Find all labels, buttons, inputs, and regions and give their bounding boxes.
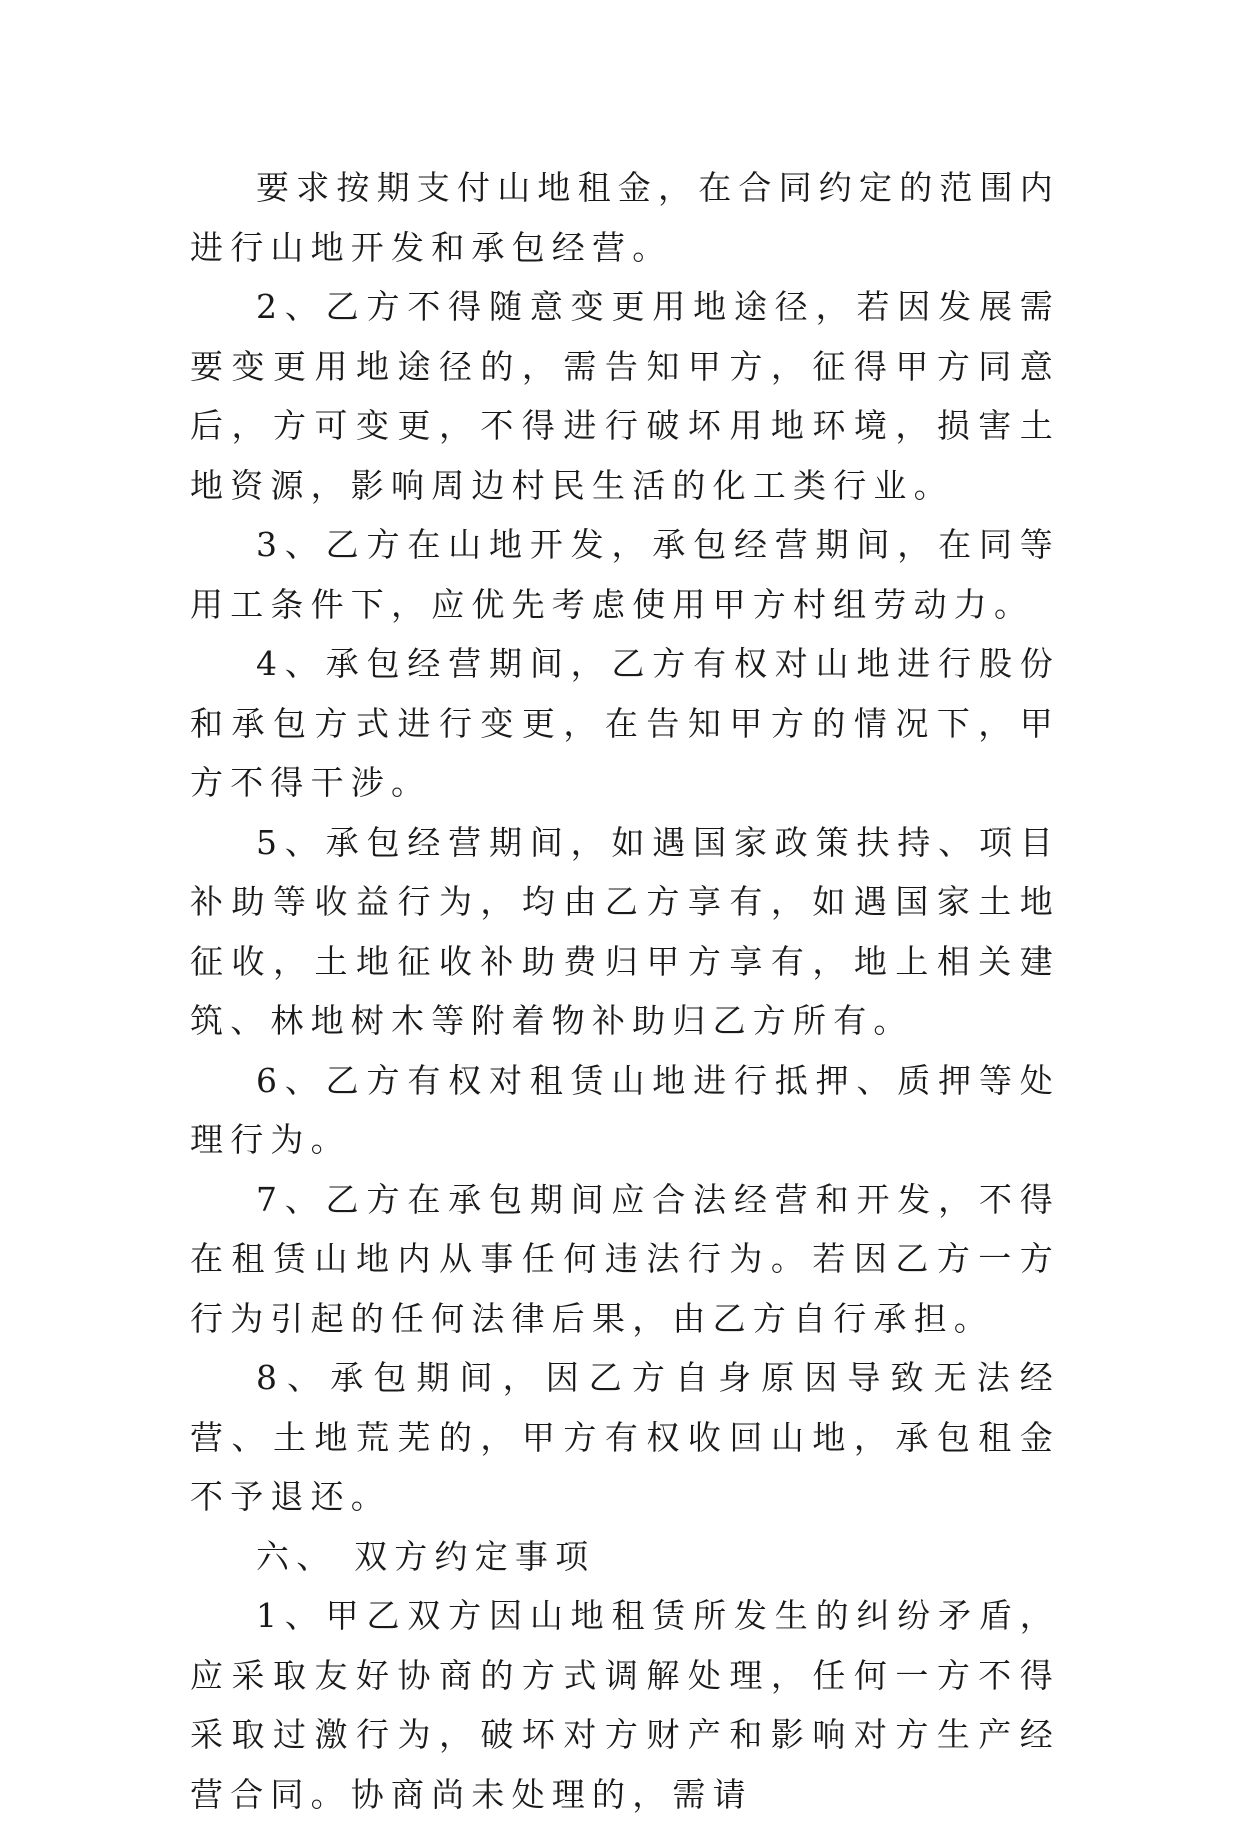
document-body: [190, 158, 1060, 1824]
clause-8: 8、承包期间，因乙方自身原因导致无法经营、土地荒芜的，甲方有权收回山地，承包租金不予退还。: [190, 1358, 1060, 1516]
clause-2: 2、乙方不得随意变更用地途径，若因发展需要变更用地途径的，需告知甲方，征得甲方同意后，方可变更，不得进行破坏用地环境，损害土地资源，影响周边村民生活的化工类行业。: [190, 287, 1060, 505]
section-heading-6: 六、 双方约定事项: [256, 1536, 596, 1576]
clause-3: 3、乙方在山地开发，承包经营期间，在同等用工条件下，应优先考虑使用甲方村组劳动力。: [190, 525, 1060, 624]
paragraph-continuation: 要求按期支付山地租金，在合同约定的范围内进行山地开发和承包经营。: [190, 168, 1060, 267]
section-6-clause-1: 1、甲乙双方因山地租赁所发生的纠纷矛盾，应采取友好协商的方式调解处理，任何一方不得采取过激行为，破坏对方财产和影响对方生产经营合同。协商尚未处理的，需请: [190, 1596, 1060, 1814]
clause-6: 6、乙方有权对租赁山地进行抵押、质押等处理行为。: [190, 1060, 1060, 1159]
clause-5: 5、承包经营期间，如遇国家政策扶持、项目补助等收益行为，均由乙方享有，如遇国家土地征收，土地征收补助费归甲方享有，地上相关建筑、林地树木等附着物补助归乙方所有。: [190, 822, 1060, 1040]
clause-7: 7、乙方在承包期间应合法经营和开发，不得在租赁山地内从事任何违法行为。若因乙方一方行为引起的任何法律后果，由乙方自行承担。: [190, 1179, 1060, 1338]
clause-4: 4、承包经营期间，乙方有权对山地进行股份和承包方式进行变更，在告知甲方的情况下，甲方不得干涉。: [190, 644, 1060, 802]
